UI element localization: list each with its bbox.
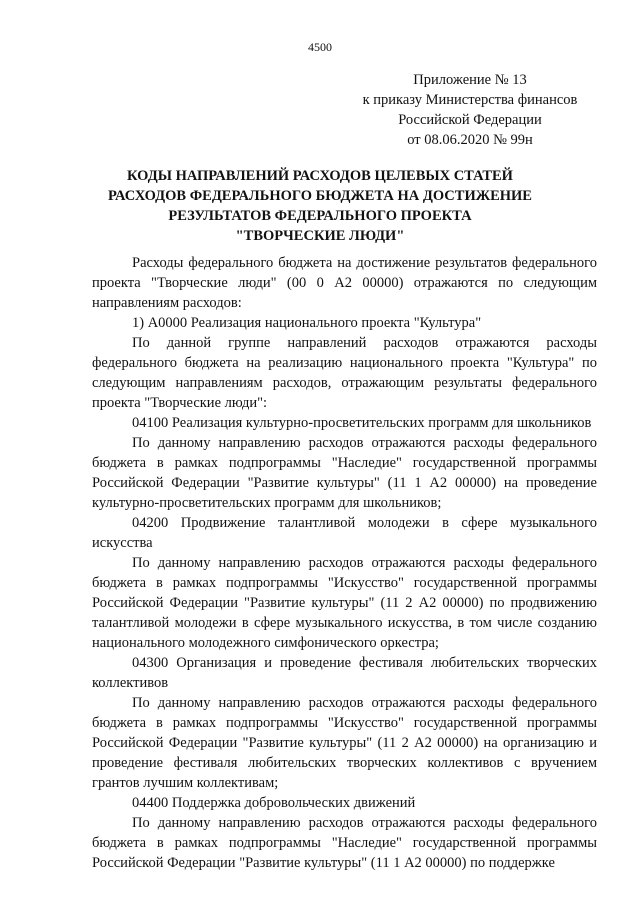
document-body <box>92 253 597 873</box>
paragraph: По данной группе направлений расходов отражаются расходы федерального бюджета на реализацию национального проекта "Культура" по следующим направлениям расходов, отражающим результаты федерального проекта "Творческие люди": <box>92 335 597 411</box>
title-line: "ТВОРЧЕСКИЕ ЛЮДИ" <box>235 228 405 244</box>
appendix-line: от 08.06.2020 № 99н <box>407 132 533 148</box>
title-line: КОДЫ НАПРАВЛЕНИЙ РАСХОДОВ ЦЕЛЕВЫХ СТАТЕЙ <box>127 168 513 184</box>
paragraph: Расходы федерального бюджета на достижение результатов федерального проекта "Творческие люди" (00 0 А2 00000) отражаются по следующим направлениям расходов: <box>92 255 597 311</box>
paragraph: По данному направлению расходов отражаются расходы федерального бюджета в рамках подпрограммы "Наследие" государственной программы Российской Федерации "Развитие культуры" (11 1 А2 00000) по поддержке <box>92 815 597 871</box>
page-number: 4500 <box>308 40 332 54</box>
paragraph: 04200 Продвижение талантливой молодежи в сфере музыкального искусства <box>92 515 597 551</box>
paragraph: 04100 Реализация культурно-просветительских программ для школьников <box>132 415 592 431</box>
paragraph: По данному направлению расходов отражаются расходы федерального бюджета в рамках подпрограммы "Наследие" государственной программы Российской Федерации "Развитие культуры" (11 1 А2 00000) на проведение культурно-просветительских программ для школьников; <box>92 435 597 511</box>
paragraph: По данному направлению расходов отражаются расходы федерального бюджета в рамках подпрограммы "Искусство" государственной программы Российской Федерации "Развитие культуры" (11 2 А2 00000) на организацию и проведение фестиваля любительских творческих коллективов с вручением грантов лучшим коллективам; <box>92 695 597 791</box>
title-line: РАСХОДОВ ФЕДЕРАЛЬНОГО БЮДЖЕТА НА ДОСТИЖЕНИЕ <box>108 188 532 204</box>
appendix-header <box>355 70 585 150</box>
paragraph: По данному направлению расходов отражаются расходы федерального бюджета в рамках подпрограммы "Искусство" государственной программы Российской Федерации "Развитие культуры" (11 2 А2 00000) по продвижению талантливой молодежи в сфере музыкального искусства, в том числе созданию национального молодежного симфонического оркестра; <box>92 555 597 651</box>
document-title <box>92 166 548 246</box>
appendix-line: к приказу Министерства финансов <box>362 92 578 108</box>
title-line: РЕЗУЛЬТАТОВ ФЕДЕРАЛЬНОГО ПРОЕКТА <box>168 208 472 224</box>
paragraph: 04400 Поддержка добровольческих движений <box>132 795 416 811</box>
appendix-line: Российской Федерации <box>398 112 542 128</box>
appendix-line: Приложение № 13 <box>413 72 527 88</box>
paragraph: 1) А0000 Реализация национального проекта "Культура" <box>132 315 482 331</box>
paragraph: 04300 Организация и проведение фестиваля любительских творческих коллективов <box>92 655 597 691</box>
